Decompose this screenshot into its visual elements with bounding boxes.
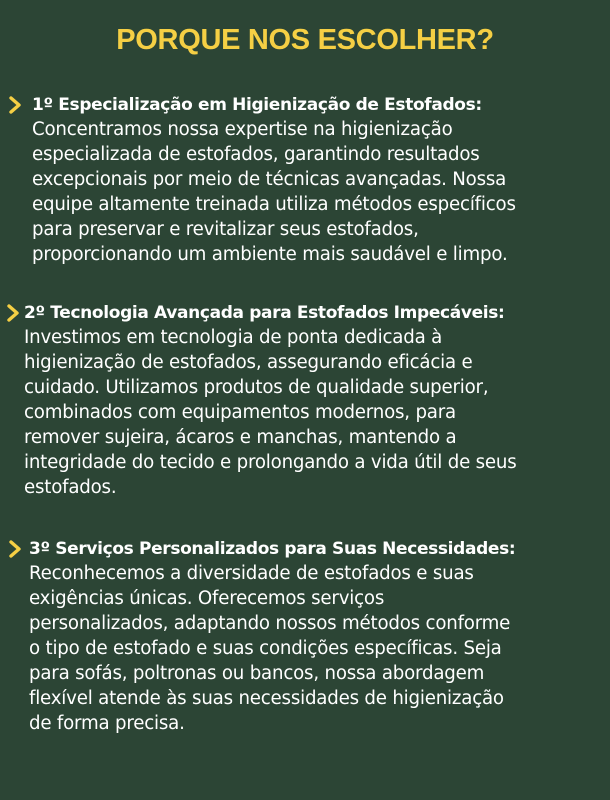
body-line: combinados com equipamentos modernos, para (24, 402, 456, 423)
body-line: Investimos em tecnologia de ponta dedicada à (24, 327, 443, 348)
body-line: para sofás, poltronas ou bancos, nossa abordagem (29, 663, 485, 684)
body-line: higienização de estofados, assegurando eficácia e (24, 352, 473, 373)
body-line: integridade do tecido e prolongando a vida útil de seus (24, 452, 517, 473)
body-line: proporcionando um ambiente mais saudável e limpo. (32, 244, 508, 265)
body-line: exigências únicas. Oferecemos serviços (29, 588, 385, 609)
body-line: cuidado. Utilizamos produtos de qualidade superior, (24, 377, 489, 398)
section-body (24, 325, 607, 500)
section-body (32, 117, 607, 267)
body-line: para preservar e revitalizar seus estofados, (32, 219, 419, 240)
body-line: especializada de estofados, garantindo resultados (32, 144, 480, 165)
body-line: Reconhecemos a diversidade de estofados e suas (29, 563, 474, 584)
body-line: estofados. (24, 477, 117, 498)
body-line: excepcionais por meio de técnicas avançadas. Nossa (32, 169, 507, 190)
page-title: PORQUE NOS ESCOLHER? (116, 24, 494, 56)
body-line: remover sujeira, ácaros e manchas, mantendo a (24, 427, 457, 448)
body-line: flexível atende às suas necessidades de higienização (29, 688, 504, 709)
body-line: o tipo de estofado e suas condições específicas. Seja (29, 638, 502, 659)
body-line: equipe altamente treinada utiliza métodos específicos (32, 194, 516, 215)
chevron-right-icon (6, 304, 20, 322)
section-body (29, 561, 607, 736)
chevron-right-icon (8, 96, 22, 114)
section-heading: 1º Especialização em Higienização de Estofados: (32, 95, 482, 115)
chevron-right-icon (8, 540, 22, 558)
section-heading: 2º Tecnologia Avançada para Estofados Impecáveis: (24, 303, 505, 323)
body-line: Concentramos nossa expertise na higienização (32, 119, 453, 140)
body-line: personalizados, adaptando nossos métodos conforme (29, 613, 511, 634)
section-heading: 3º Serviços Personalizados para Suas Necessidades: (29, 539, 516, 559)
body-line: de forma precisa. (29, 713, 185, 734)
